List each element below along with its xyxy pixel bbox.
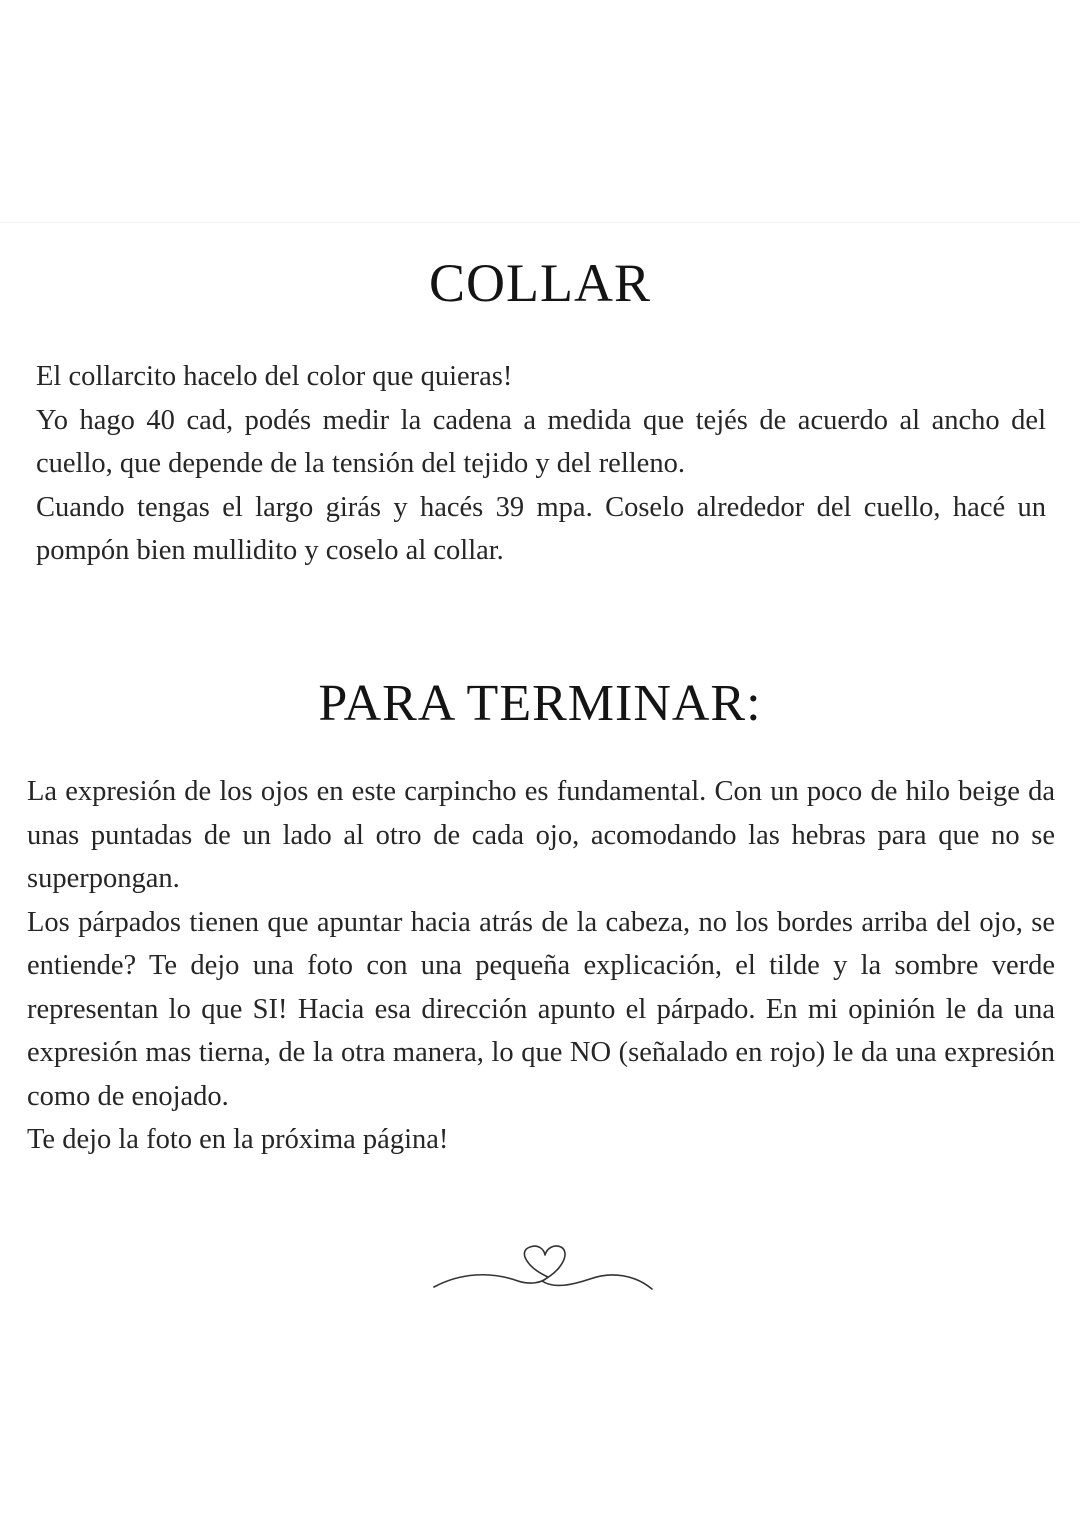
para-terminar-heading: PARA TERMINAR:: [318, 675, 762, 732]
para-terminar-instructions: [27, 770, 1055, 1162]
heart-flourish-icon: [430, 1237, 655, 1297]
document-page: [0, 222, 1080, 1528]
para-terminar-paragraph: Te dejo la foto en la próxima página!: [27, 1124, 449, 1155]
collar-paragraph: El collarcito hacelo del color que quieras!: [36, 361, 513, 392]
para-terminar-paragraph: Los párpados tienen que apuntar hacia atrás de la cabeza, no los bordes arriba del ojo, se entiende? Te dejo una foto con una pequeña explicación, el tilde y la sombre verde representan lo que SI! Hacia esa dirección apunto el párpado. En mi opinión le da una expresión mas tierna, de la otra manera, lo que NO (señalado en rojo) le da una expresión como de enojado.: [27, 906, 1055, 1112]
collar-paragraph: Yo hago 40 cad, podés medir la cadena a medida que tejés de acuerdo al ancho del cuello, que depende de la tensión del tejido y del relleno.: [36, 404, 1046, 479]
blank-top-band: [0, 0, 1080, 223]
collar-instructions: [36, 355, 1046, 573]
collar-paragraph: Cuando tengas el largo girás y hacés 39 mpa. Coselo alrededor del cuello, hacé un pompón bien mullidito y coselo al collar.: [36, 491, 1046, 566]
collar-heading: COLLAR: [429, 253, 651, 313]
para-terminar-paragraph: La expresión de los ojos en este carpincho es fundamental. Con un poco de hilo beige da unas puntadas de un lado al otro de cada ojo, acomodando las hebras para que no se superpongan.: [27, 776, 1055, 894]
